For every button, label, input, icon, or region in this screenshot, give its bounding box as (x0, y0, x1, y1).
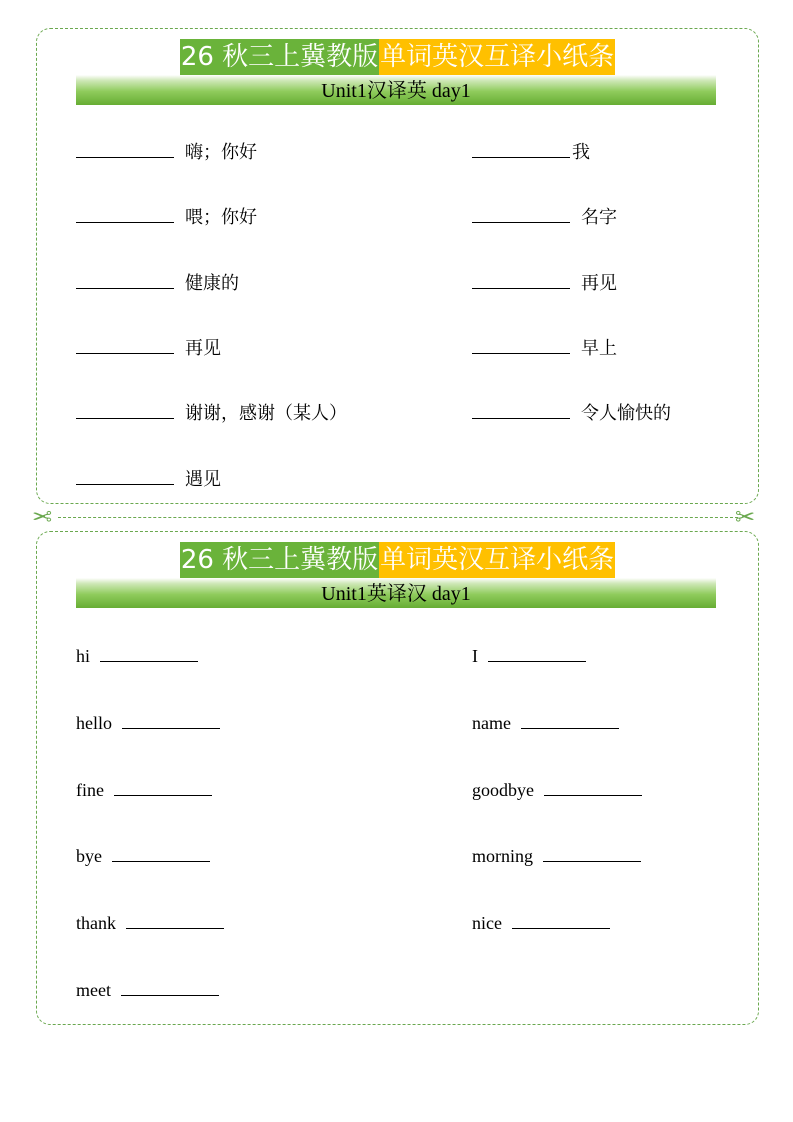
prompt-word: goodbye (472, 780, 534, 800)
unit-banner: Unit1汉译英 day1 (76, 75, 716, 105)
list-item (472, 710, 619, 734)
prompt-text: 再见 (185, 338, 221, 359)
answer-blank[interactable] (512, 910, 610, 929)
list-item (76, 777, 212, 801)
list-item (472, 139, 590, 163)
prompt-text: 再见 (581, 273, 617, 294)
prompt-text: 喂；你好 (185, 207, 257, 228)
list-item (472, 400, 671, 424)
list-item (76, 466, 221, 490)
answer-blank[interactable] (100, 643, 198, 662)
answer-blank[interactable] (543, 843, 641, 862)
prompt-text: 遇见 (185, 469, 221, 490)
unit-banner: Unit1英译汉 day1 (76, 578, 716, 608)
answer-blank[interactable] (76, 204, 174, 223)
answer-blank[interactable] (126, 910, 224, 929)
answer-blank[interactable] (114, 777, 212, 796)
list-item (76, 270, 239, 294)
prompt-text: 谢谢，感谢（某人） (185, 403, 347, 424)
list-item (472, 643, 586, 667)
worksheet-card-zh-to-en (36, 28, 759, 504)
list-item (76, 204, 257, 228)
list-item (472, 910, 610, 934)
title-part-orange: 单词英汉互译小纸条 (379, 39, 615, 75)
prompt-word: nice (472, 913, 502, 933)
prompt-word: morning (472, 846, 533, 866)
answer-blank[interactable] (76, 335, 174, 354)
list-item (76, 400, 347, 424)
prompt-text: 我 (572, 142, 590, 163)
answer-blank[interactable] (472, 335, 570, 354)
list-item (76, 843, 210, 867)
list-item (76, 710, 220, 734)
answer-blank[interactable] (76, 400, 174, 419)
list-item (76, 977, 219, 1001)
prompt-word: hello (76, 713, 112, 733)
prompt-word: hi (76, 646, 91, 666)
prompt-word: fine (76, 780, 104, 800)
list-item (472, 204, 617, 228)
prompt-word: thank (76, 913, 116, 933)
prompt-word: bye (76, 846, 102, 866)
list-item (472, 335, 617, 359)
list-item (76, 139, 257, 163)
list-item (472, 270, 617, 294)
list-item (76, 335, 221, 359)
list-item (472, 777, 642, 801)
answer-blank[interactable] (472, 270, 570, 289)
answer-blank[interactable] (488, 643, 586, 662)
list-item (76, 910, 224, 934)
answer-blank[interactable] (76, 466, 174, 485)
scissors-icon: ✂ (32, 503, 53, 531)
answer-blank[interactable] (122, 710, 220, 729)
answer-blank[interactable] (472, 400, 570, 419)
prompt-text: 令人愉快的 (581, 403, 671, 424)
answer-blank[interactable] (121, 977, 219, 996)
answer-blank[interactable] (521, 710, 619, 729)
title-part-orange: 单词英汉互译小纸条 (379, 542, 615, 578)
prompt-word: name (472, 713, 511, 733)
card-title (37, 542, 758, 578)
card-title (37, 39, 758, 75)
prompt-text: 健康的 (185, 273, 239, 294)
title-part-green: 26 秋三上冀教版 (180, 542, 379, 578)
answer-blank[interactable] (76, 270, 174, 289)
prompt-word: meet (76, 980, 111, 1000)
answer-blank[interactable] (544, 777, 642, 796)
prompt-text: 嗨；你好 (185, 142, 257, 163)
prompt-text: 名字 (581, 207, 617, 228)
list-item (76, 643, 198, 667)
worksheet-card-en-to-zh (36, 531, 759, 1025)
prompt-text: 早上 (581, 338, 617, 359)
prompt-word: I (472, 646, 478, 666)
answer-blank[interactable] (472, 204, 570, 223)
scissors-icon: ✂ (735, 503, 756, 531)
answer-blank[interactable] (76, 139, 174, 158)
title-part-green: 26 秋三上冀教版 (180, 39, 379, 75)
answer-blank[interactable] (472, 139, 570, 158)
answer-blank[interactable] (112, 843, 210, 862)
cut-line (58, 517, 738, 518)
list-item (472, 843, 641, 867)
